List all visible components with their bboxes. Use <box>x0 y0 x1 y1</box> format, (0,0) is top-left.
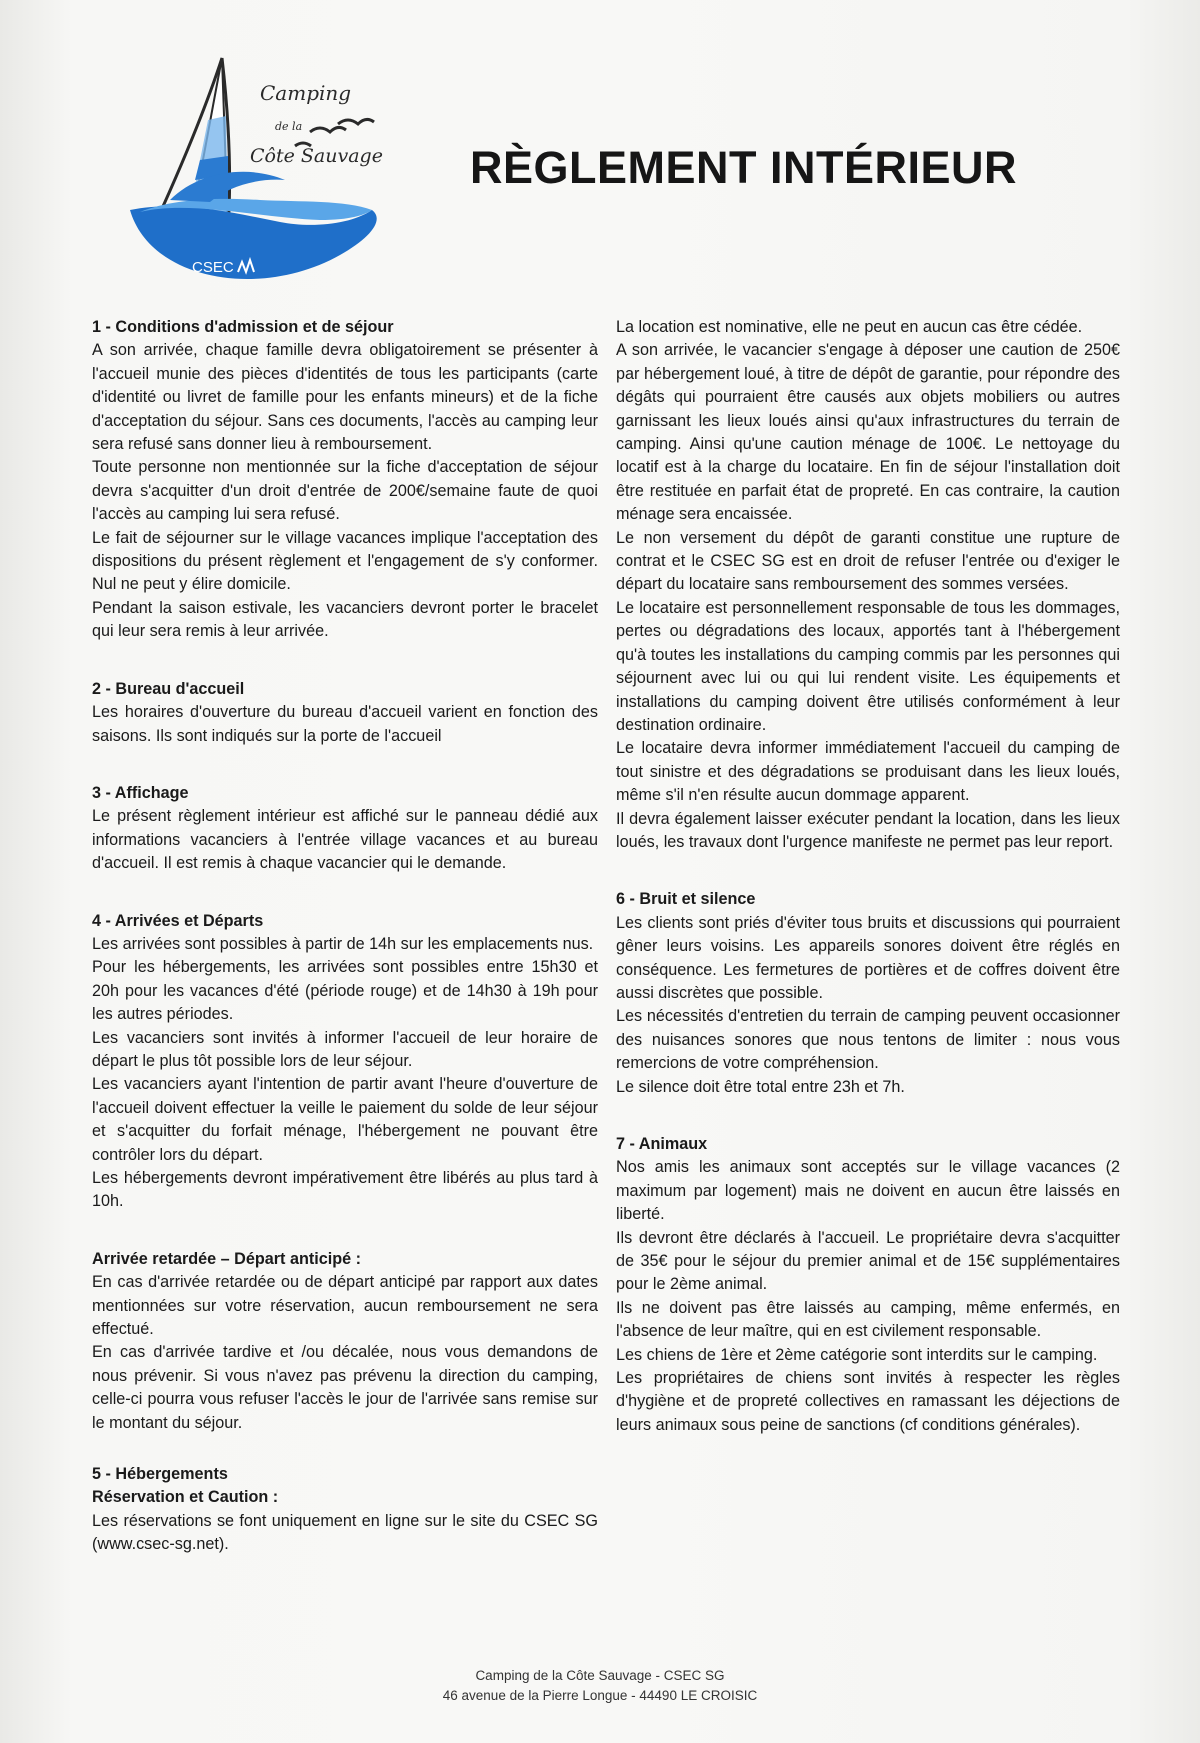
paragraph: Les hébergements devront impérativement être libérés au plus tard à 10h. <box>92 1169 598 1211</box>
paragraph: Les nécessités d'entretien du terrain de camping peuvent occasionner des nuisances sonores que nous tentons de limiter : nous vous remercions de votre compréhension. <box>616 1007 1120 1073</box>
footer-line: 46 avenue de la Pierre Longue - 44490 LE CROISIC <box>442 1688 758 1703</box>
paragraph: En cas d'arrivée tardive et /ou décalée, nous vous demandons de nous prévenir. Si vous n'avez pas prévenu la direction du camping, celle-ci pourra vous refuser l'accès le jour de l'arrivée sans remise sur le montant du séjour. <box>92 1343 598 1432</box>
footer-line: Camping de la Côte Sauvage - CSEC SG <box>475 1668 725 1683</box>
paragraph: En cas d'arrivée retardée ou de départ anticipé par rapport aux dates mentionnées sur votre réservation, aucun remboursement ne sera effectué. <box>92 1273 598 1339</box>
paragraph: Les clients sont priés d'éviter tous bruits et discussions qui pourraient gêner leurs voisins. Les appareils sonores doivent être réglés en conséquence. Les fermetures de portières et de coffres doivent être aussi discrètes que possible. <box>616 913 1120 1002</box>
paragraph: A son arrivée, le vacancier s'engage à déposer une caution de 250€ par hébergement loué, à titre de dépôt de garantie, pour répondre des dégâts qui pourraient être causés aux objets mobiliers ou autres garnissant les lieux loués ainsi qu'aux infrastructures du terrain de camping. Ainsi qu'une caution ménage de 100€. Le nettoyage du locatif est à la charge du locataire. En fin de séjour l'installation doit être restituée en parfait état de propreté. En cas contraire, la caution ménage sera encaissée. <box>616 341 1120 524</box>
paragraph: Le silence doit être total entre 23h et 7h. <box>616 1077 905 1096</box>
paragraph: Les propriétaires de chiens sont invités à respecter les règles d'hygiène et de propreté collectives en ramassant les déjections de leurs animaux sous peine de sanctions (cf conditions générales). <box>616 1369 1120 1434</box>
svg-text:de la: de la <box>275 120 303 133</box>
camping-logo <box>110 50 440 320</box>
svg-text:CSEC: CSEC <box>192 259 234 276</box>
svg-text:Camping: Camping <box>260 81 352 105</box>
paragraph: Le locataire est personnellement responsable de tous les dommages, pertes ou dégradations des locaux, apportés tant à l'hébergement qu'à toutes les installations du camping commis par les personnes qui séjournent avec lui ou qui lui rendent visite. Les équipements et installations du camping doivent être utilisés conformément à leur destination ordinaire. <box>616 598 1120 734</box>
paragraph: Les arrivées sont possibles à partir de 14h sur les emplacements nus. <box>92 934 594 953</box>
section-heading: 1 - Conditions d'admission et de séjour <box>92 318 394 336</box>
paragraph: Il devra également laisser exécuter pendant la location, dans les lieux loués, les travaux dont l'urgence manifeste ne permet pas leur report. <box>616 809 1120 851</box>
section-heading: 7 - Animaux <box>616 1135 708 1153</box>
paragraph: Les réservations se font uniquement en ligne sur le site du CSEC SG (www.csec-sg.net). <box>92 1511 598 1554</box>
left-column <box>92 316 598 1557</box>
page-title: RÈGLEMENT INTÉRIEUR <box>470 142 1018 193</box>
paragraph: Le non versement du dépôt de garanti constitue une rupture de contrat et le CSEC SG est en droit de refuser l'entrée ou d'exiger le départ du locataire sans remboursement des sommes versées. <box>616 528 1120 594</box>
paragraph: Les vacanciers ayant l'intention de partir avant l'heure d'ouverture de l'accueil doivent effectuer la veille le paiement du solde de leur séjour et s'acquitter du forfait ménage, l'hébergement ne pouvant être contrôler lors du départ. <box>92 1075 598 1164</box>
right-column <box>616 316 1120 1437</box>
section-heading: 4 - Arrivées et Départs <box>92 911 264 930</box>
section-subheading: Réservation et Caution : <box>92 1488 279 1507</box>
section-heading: 2 - Bureau d'accueil <box>92 679 245 698</box>
sailboat-wave-logo-icon <box>110 50 440 320</box>
paragraph: Le présent règlement intérieur est affiché sur le panneau dédié aux informations vacanciers à l'entrée village vacances et au bureau d'accueil. Il est remis à chaque vacancier qui le demande. <box>92 807 598 873</box>
paragraph: Nos amis les animaux sont acceptés sur le village vacances (2 maximum par logement) mais ne doivent en aucun être laissés en liberté. <box>616 1158 1120 1224</box>
paragraph: Les chiens de 1ère et 2ème catégorie sont interdits sur le camping. <box>616 1345 1098 1364</box>
paragraph: Le locataire devra informer immédiatement l'accueil du camping de tout sinistre et des dégradations se produisant dans les lieux loués, même s'il n'en résulte aucun dommage apparent. <box>616 739 1120 805</box>
paragraph: Toute personne non mentionnée sur la fiche d'acceptation de séjour devra s'acquitter d'un droit d'entrée de 200€/semaine faute de quoi l'accès au camping lui sera refusé. <box>92 458 598 524</box>
paragraph: Les horaires d'ouverture du bureau d'accueil varient en fonction des saisons. Ils sont indiqués sur la porte de l'accueil <box>92 703 598 745</box>
paragraph: Ils ne doivent pas être laissés au camping, même enfermés, en l'absence de leur maître, qui en est civilement responsable. <box>616 1298 1120 1341</box>
svg-text:Côte Sauvage: Côte Sauvage <box>250 145 383 167</box>
section-heading: 5 - Hébergements <box>92 1465 228 1484</box>
paragraph: Le fait de séjourner sur le village vacances implique l'acceptation des dispositions du présent règlement et l'engagement de s'y conformer. Nul ne peut y élire domicile. <box>92 528 598 594</box>
paragraph: Pour les hébergements, les arrivées sont possibles entre 15h30 et 20h pour les vacances d'été (période rouge) et de 14h30 à 19h pour les autres périodes. <box>92 958 598 1024</box>
section-heading: 6 - Bruit et silence <box>616 890 756 909</box>
section-heading: 3 - Affichage <box>92 783 189 802</box>
paragraph: A son arrivée, chaque famille devra obligatoirement se présenter à l'accueil munie des pièces d'identités de tous les participants (carte d'identité ou livret de famille pour les enfants mineurs) et de la fiche d'acceptation du séjour. Sans ces documents, l'accès au camping leur sera refusé sans donner lieu à remboursement. <box>92 341 598 454</box>
paragraph: Les vacanciers sont invités à informer l'accueil de leur horaire de départ le plus tôt possible lors de leur séjour. <box>92 1028 598 1070</box>
paragraph: La location est nominative, elle ne peut en aucun cas être cédée. <box>616 318 1083 336</box>
paragraph: Ils devront être déclarés à l'accueil. Le propriétaire devra s'acquitter de 35€ pour le séjour du premier animal et de 15€ supplémentaires pour le 2ème animal. <box>616 1228 1120 1294</box>
paragraph: Pendant la saison estivale, les vacanciers devront porter le bracelet qui leur sera remis à leur arrivée. <box>92 598 598 641</box>
section-heading: Arrivée retardée – Départ anticipé : <box>92 1249 362 1268</box>
page-footer <box>0 1666 1200 1706</box>
